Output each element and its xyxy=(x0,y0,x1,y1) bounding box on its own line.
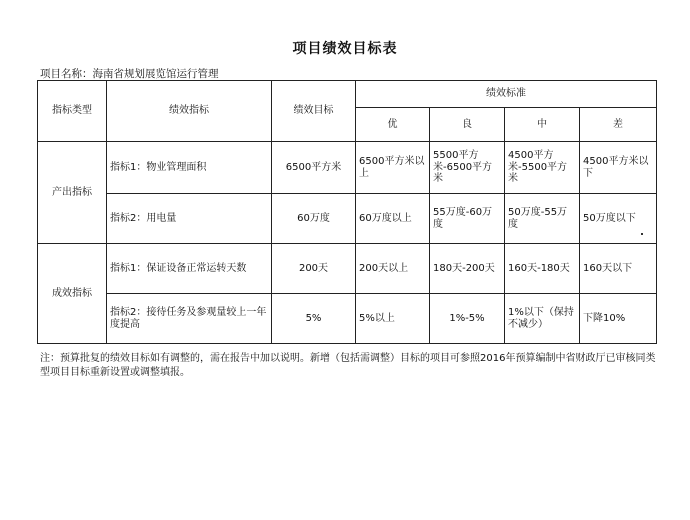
medium-cell: 4500平方米-5500平方米 xyxy=(505,142,580,194)
excellent-cell: 200天以上 xyxy=(356,244,430,294)
good-cell: 55万度-60万度 xyxy=(430,194,505,244)
indicator-cell: 指标1：保证设备正常运转天数 xyxy=(107,244,272,294)
table-row xyxy=(38,194,657,244)
good-cell: 5500平方米-6500平方米 xyxy=(430,142,505,194)
target-cell: 60万度 xyxy=(272,194,356,244)
poor-cell: 4500平方米以下 xyxy=(580,142,657,194)
good-cell: 180天-200天 xyxy=(430,244,505,294)
table-row xyxy=(38,244,657,294)
good-cell: 1%-5% xyxy=(430,294,505,344)
excellent-cell: 5%以上 xyxy=(356,294,430,344)
table-row xyxy=(38,294,657,344)
category-output: 产出指标 xyxy=(38,142,107,244)
performance-target-table xyxy=(37,80,657,344)
document-title: 项目绩效目标表 xyxy=(292,41,398,57)
indicator-cell: 指标1：物业管理面积 xyxy=(107,142,272,194)
header-performance-target: 绩效目标 xyxy=(272,81,356,142)
indicator-cell: 指标2：用电量 xyxy=(107,194,272,244)
header-performance-standard: 绩效标准 xyxy=(356,81,657,108)
poor-cell: 下降10% xyxy=(580,294,657,344)
header-excellent: 优 xyxy=(356,108,430,142)
indicator-cell: 指标2：接待任务及参观量较上一年度提高 xyxy=(107,294,272,344)
header-performance-indicator: 绩效指标 xyxy=(107,81,272,142)
footnote: 注：预算批复的绩效目标如有调整的，需在报告中加以说明。新增（包括需调整）目标的项目可参照2016年预算编制中省财政厅已审核同类型项目目标重新设置或调整填报。 xyxy=(40,353,656,378)
header-indicator-type: 指标类型 xyxy=(38,81,107,142)
scan-speck xyxy=(641,233,643,235)
project-name-line: 项目名称：海南省规划展览馆运行管理 xyxy=(40,68,219,80)
medium-cell: 50万度-55万度 xyxy=(505,194,580,244)
table-row xyxy=(38,142,657,194)
medium-cell: 1%以下（保持不减少） xyxy=(505,294,580,344)
medium-cell: 160天-180天 xyxy=(505,244,580,294)
poor-cell: 160天以下 xyxy=(580,244,657,294)
poor-cell: 50万度以下 xyxy=(580,194,657,244)
target-cell: 5% xyxy=(272,294,356,344)
target-cell: 200天 xyxy=(272,244,356,294)
header-good: 良 xyxy=(430,108,505,142)
excellent-cell: 6500平方米以上 xyxy=(356,142,430,194)
excellent-cell: 60万度以上 xyxy=(356,194,430,244)
header-poor: 差 xyxy=(580,108,657,142)
category-outcome: 成效指标 xyxy=(38,244,107,344)
header-medium: 中 xyxy=(505,108,580,142)
target-cell: 6500平方米 xyxy=(272,142,356,194)
